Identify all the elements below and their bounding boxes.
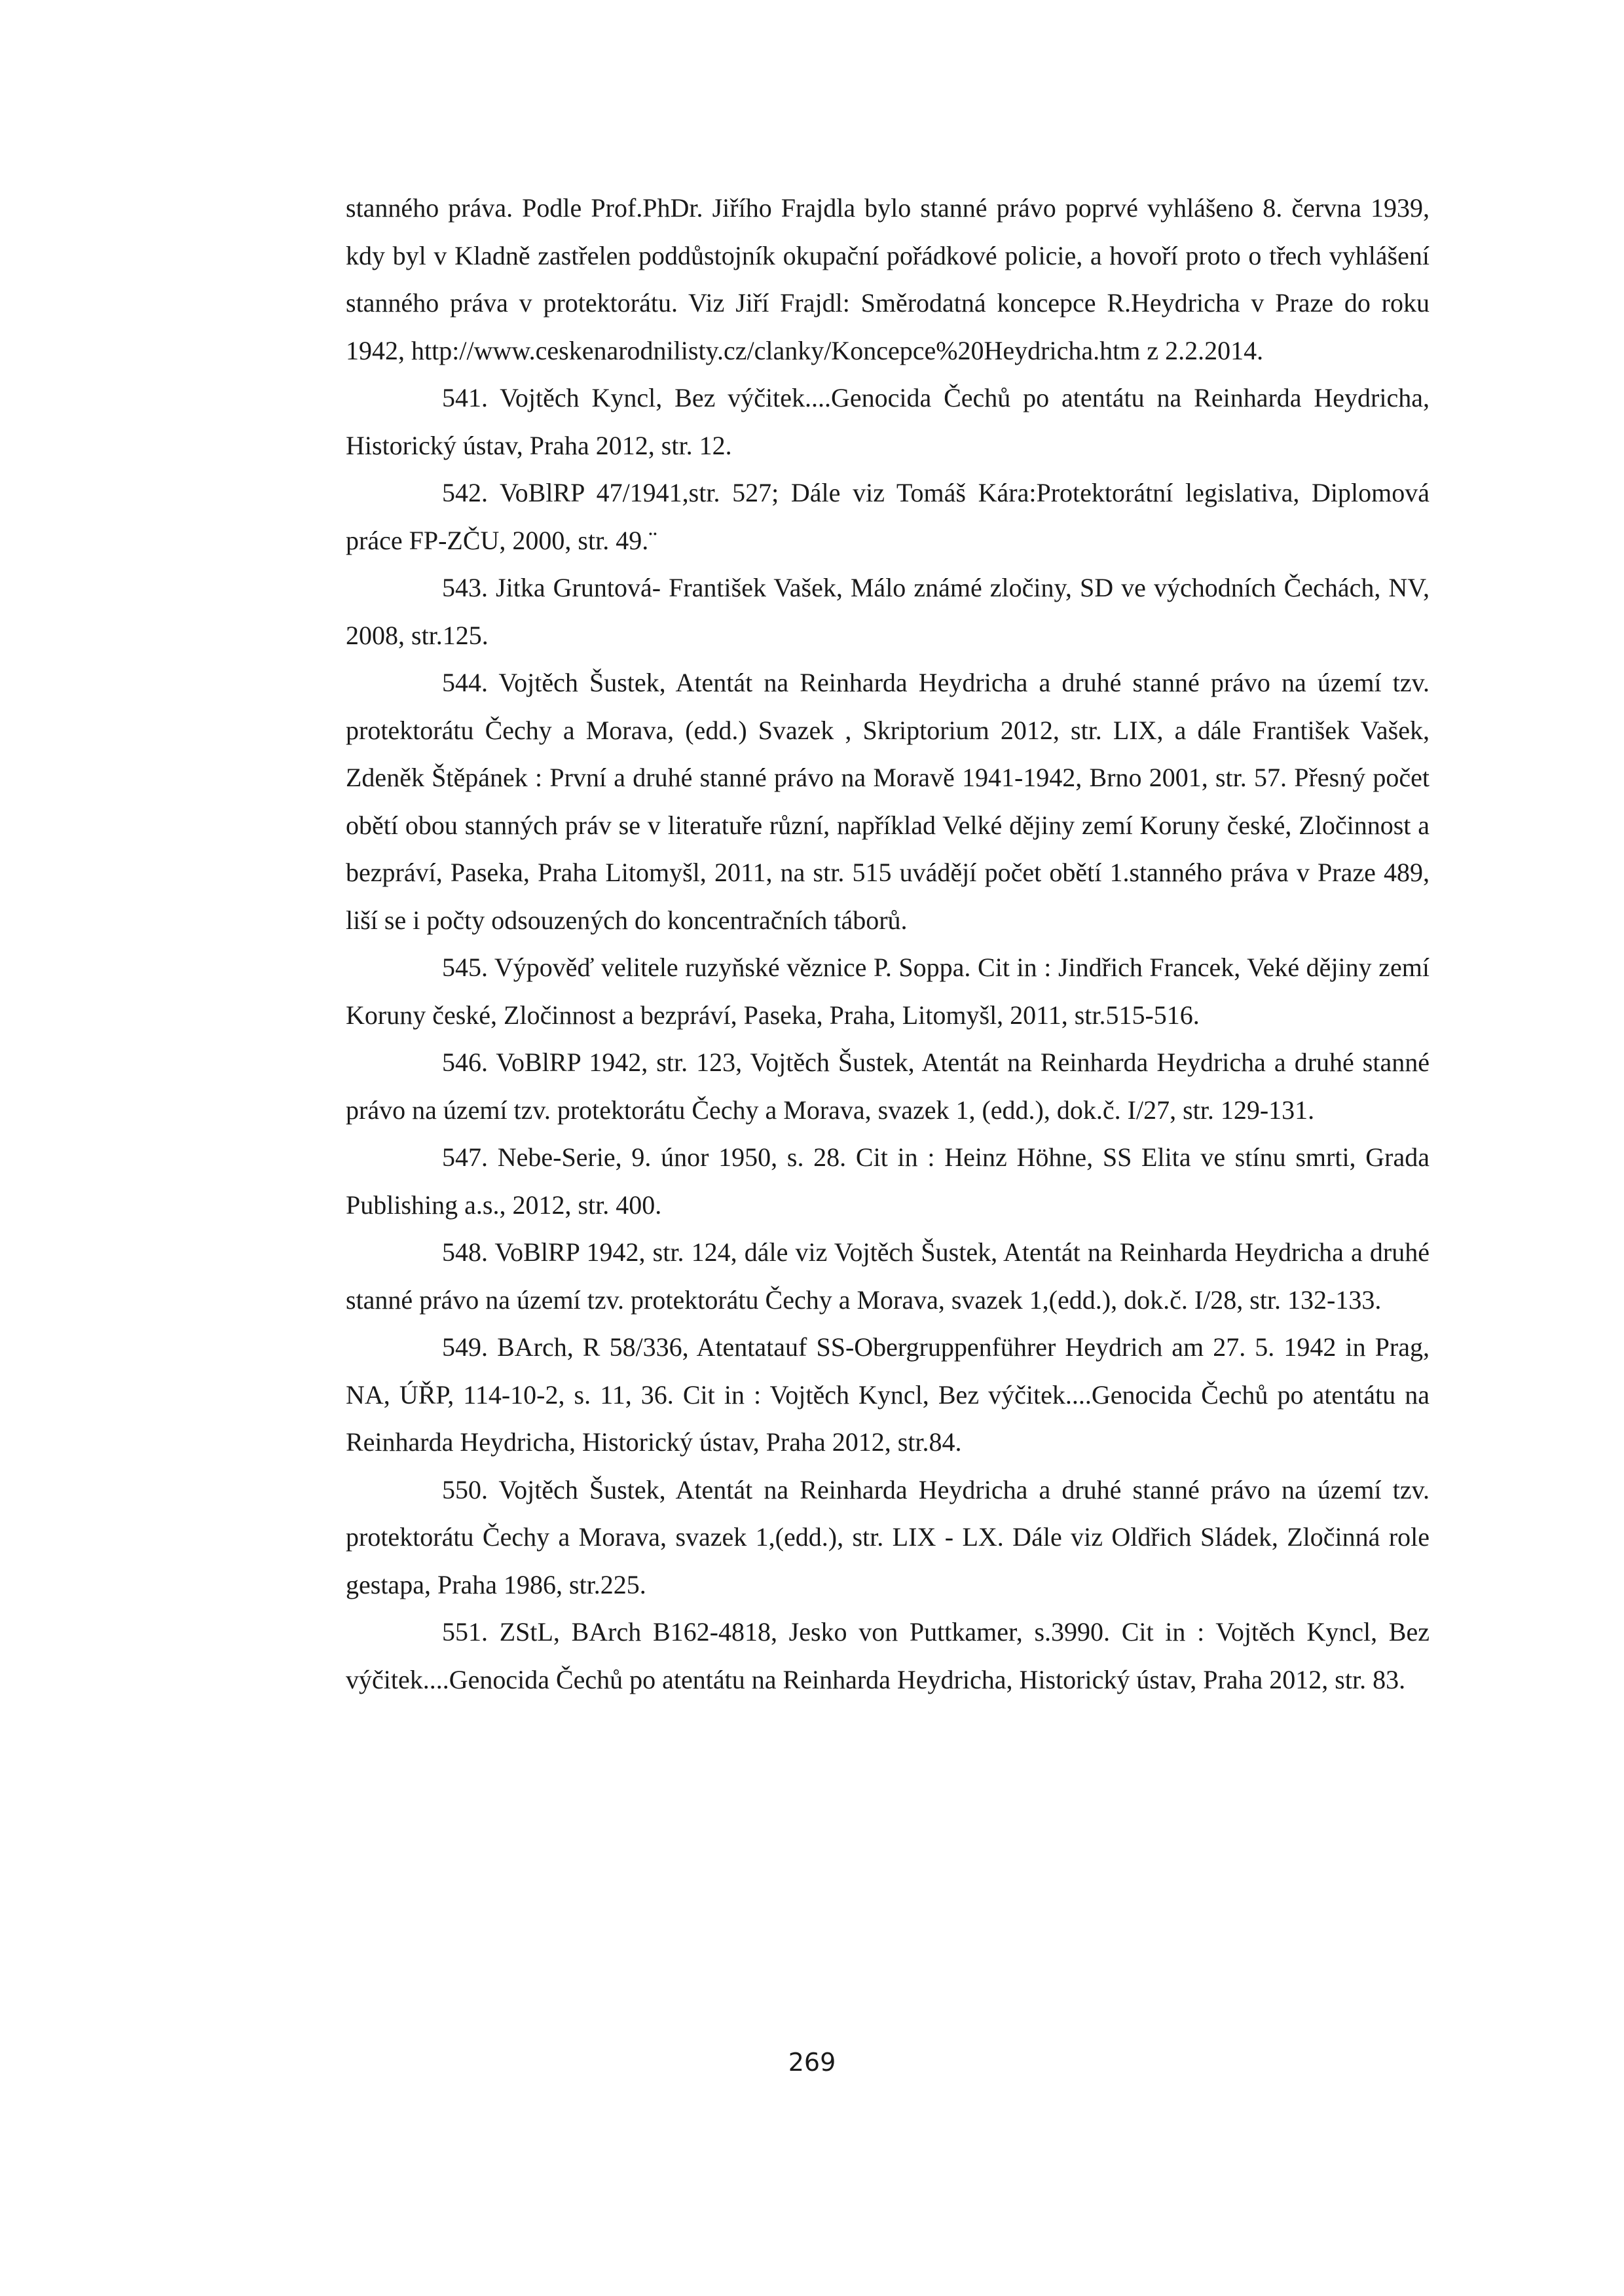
footnote-541: 541. Vojtěch Kyncl, Bez výčitek....Genocida Čechů po atentátu na Reinharda Heydricha, Historický ústav, Praha 2012, str. 12. xyxy=(346,383,1430,460)
footnote-545: 545. Výpověď velitele ruzyňské věznice P. Soppa. Cit in : Jindřich Francek, Veké dějiny zemí Koruny české, Zločinnost a bezpráví, Paseka, Praha, Litomyšl, 2011, str.515-516. xyxy=(346,953,1430,1030)
footnotes-body xyxy=(346,185,1430,1704)
footnote-551: 551. ZStL, BArch B162-4818, Jesko von Puttkamer, s.3990. Cit in : Vojtěch Kyncl, Bez výčitek....Genocida Čechů po atentátu na Reinharda Heydricha, Historický ústav, Praha 2012, str. 83. xyxy=(346,1617,1430,1694)
footnote-continuation: stanného práva. Podle Prof.PhDr. Jiřího Frajdla bylo stanné právo poprvé vyhlášeno 8. června 1939, kdy byl v Kladně zastřelen poddůstojník okupační pořádkové policie, a hovoří proto o třech vyhlášení stanného práva v protektorátu. Viz Jiří Frajdl: Směrodatná koncepce R.Heydricha v Praze do roku 1942, http://www.ceskenarodnilisty.cz/clanky/Koncepce%20Heydricha.htm z 2.2.2014. xyxy=(346,193,1430,365)
footnote-550: 550. Vojtěch Šustek, Atentát na Reinharda Heydricha a druhé stanné právo na území tzv. protektorátu Čechy a Morava, svazek 1,(edd.), str. LIX - LX. Dále viz Oldřich Sládek, Zločinná role gestapa, Praha 1986, str.225. xyxy=(346,1474,1430,1599)
page-number: 269 xyxy=(788,2048,836,2077)
footnote-546: 546. VoBlRP 1942, str. 123, Vojtěch Šustek, Atentát na Reinharda Heydricha a druhé stanné právo na území tzv. protektorátu Čechy a Morava, svazek 1, (edd.), dok.č. I/27, str. 129-131. xyxy=(346,1048,1430,1125)
footnote-547: 547. Nebe-Serie, 9. únor 1950, s. 28. Cit in : Heinz Höhne, SS Elita ve stínu smrti, Grada Publishing a.s., 2012, str. 400. xyxy=(346,1142,1430,1220)
footnote-542: 542. VoBlRP 47/1941,str. 527; Dále viz Tomáš Kára:Protektorátní legislativa, Diplomová práce FP-ZČU, 2000, str. 49.¨ xyxy=(346,478,1430,555)
footnote-548: 548. VoBlRP 1942, str. 124, dále viz Vojtěch Šustek, Atentát na Reinharda Heydricha a druhé stanné právo na území tzv. protektorátu Čechy a Morava, svazek 1,(edd.), dok.č. I/28, str. 132-133. xyxy=(346,1237,1430,1315)
footnote-543: 543. Jitka Gruntová- František Vašek, Málo známé zločiny, SD ve východních Čechách, NV, 2008, str.125. xyxy=(346,573,1430,650)
footnote-544: 544. Vojtěch Šustek, Atentát na Reinharda Heydricha a druhé stanné právo na území tzv. protektorátu Čechy a Morava, (edd.) Svazek , Skriptorium 2012, str. LIX, a dále František Vašek, Zdeněk Štěpánek : První a druhé stanné právo na Moravě 1941-1942, Brno 2001, str. 57. Přesný počet obětí obou stanných práv se v literatuře různí, například Velké dějiny zemí Koruny české, Zločinnost a bezpráví, Paseka, Praha Litomyšl, 2011, na str. 515 uvádějí počet obětí 1.stanného práva v Praze 489, liší se i počty odsouzených do koncentračních táborů. xyxy=(346,668,1430,935)
footnote-549: 549. BArch, R 58/336, Atentatauf SS-Obergruppenführer Heydrich am 27. 5. 1942 in Prag, NA, ÚŘP, 114-10-2, s. 11, 36. Cit in : Vojtěch Kyncl, Bez výčitek....Genocida Čechů po atentátu na Reinharda Heydricha, Historický ústav, Praha 2012, str.84. xyxy=(346,1332,1430,1457)
